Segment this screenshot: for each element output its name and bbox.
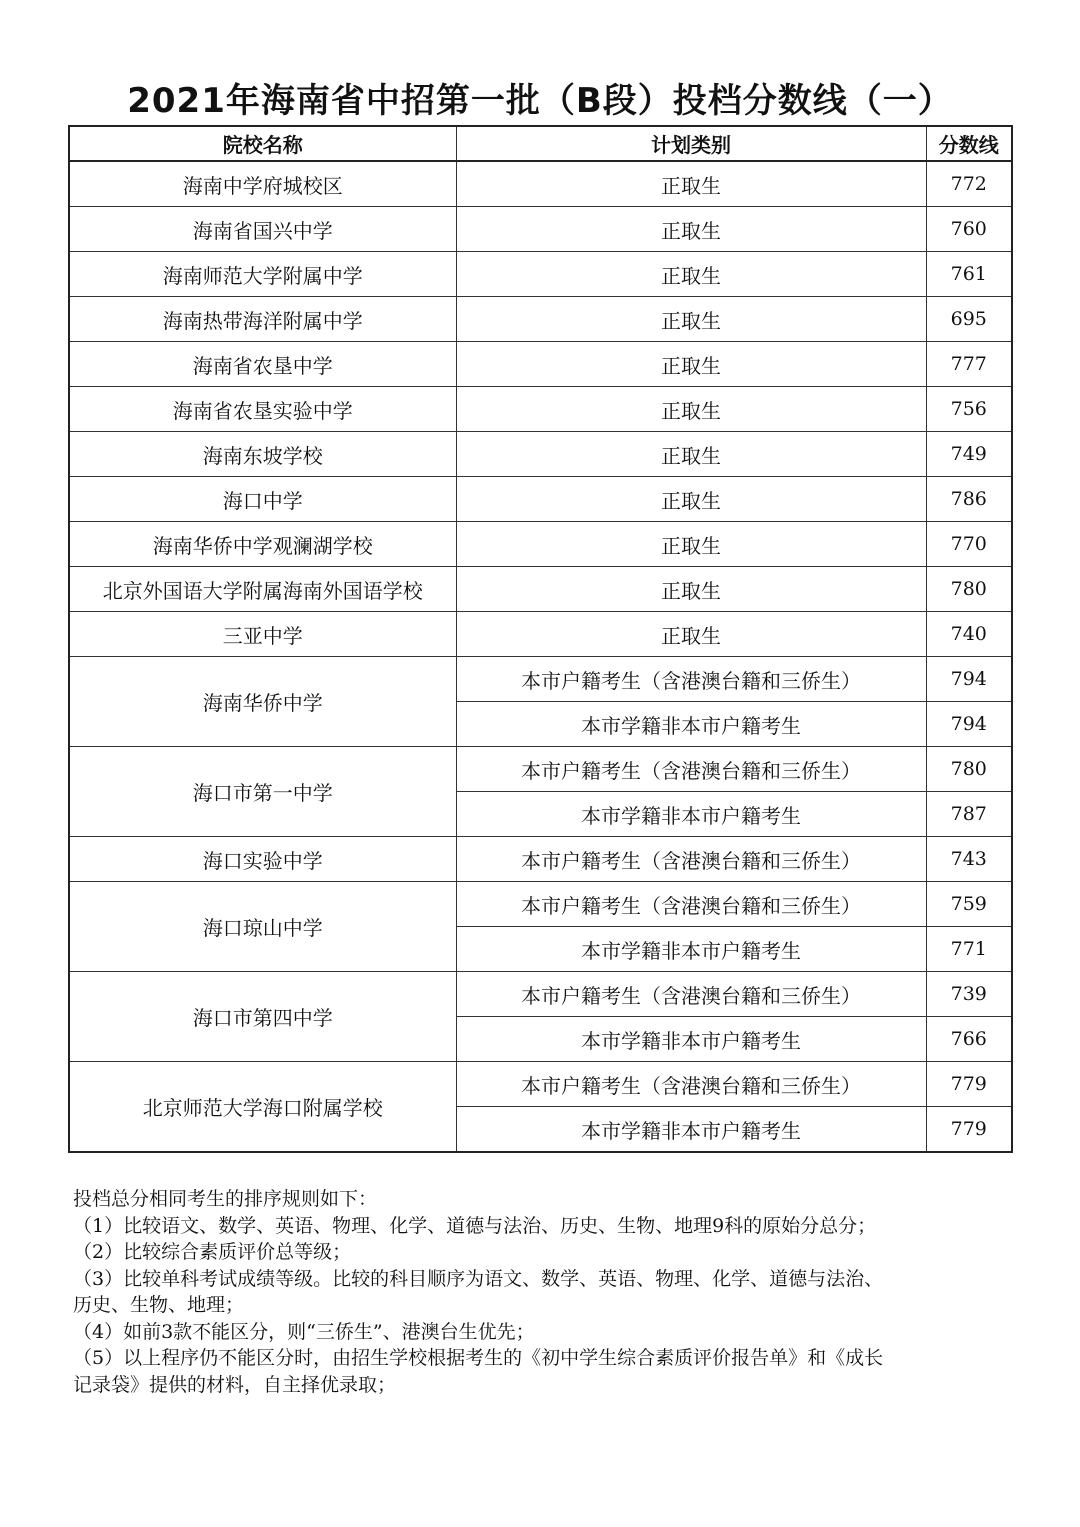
table-body	[69, 161, 1012, 1152]
plan-category-cell: 正取生	[456, 387, 926, 432]
score-line-cell: 761	[926, 252, 1012, 297]
school-name-cell: 海口实验中学	[69, 837, 456, 882]
table-row	[69, 207, 1012, 252]
school-name-cell: 海南中学府城校区	[69, 161, 456, 207]
table-row	[69, 747, 1012, 792]
table-row	[69, 522, 1012, 567]
plan-category-cell: 正取生	[456, 161, 926, 207]
score-line-cell: 759	[926, 882, 1012, 927]
school-name-cell: 海口琼山中学	[69, 882, 456, 972]
plan-category-cell: 正取生	[456, 297, 926, 342]
table-row	[69, 252, 1012, 297]
plan-category-cell: 本市学籍非本市户籍考生	[456, 1017, 926, 1062]
plan-category-cell: 本市户籍考生（含港澳台籍和三侨生）	[456, 747, 926, 792]
table-row	[69, 342, 1012, 387]
table-row	[69, 477, 1012, 522]
score-line-cell: 780	[926, 567, 1012, 612]
table-row	[69, 567, 1012, 612]
score-line-cell: 771	[926, 927, 1012, 972]
score-line-cell: 743	[926, 837, 1012, 882]
score-line-cell: 749	[926, 432, 1012, 477]
table-row	[69, 657, 1012, 702]
plan-category-cell: 正取生	[456, 477, 926, 522]
plan-category-cell: 本市户籍考生（含港澳台籍和三侨生）	[456, 657, 926, 702]
plan-category-cell: 本市户籍考生（含港澳台籍和三侨生）	[456, 972, 926, 1017]
score-line-cell: 766	[926, 1017, 1012, 1062]
school-name-cell: 北京师范大学海口附属学校	[69, 1062, 456, 1153]
school-name-cell: 海口中学	[69, 477, 456, 522]
table-row	[69, 837, 1012, 882]
header-school-name: 院校名称	[69, 126, 456, 161]
plan-category-cell: 正取生	[456, 342, 926, 387]
score-line-cell: 760	[926, 207, 1012, 252]
plan-category-cell: 正取生	[456, 522, 926, 567]
notes-line: （3）比较单科考试成绩等级。比较的科目顺序为语文、数学、英语、物理、化学、道德与法治、	[73, 1267, 884, 1290]
plan-category-cell: 本市学籍非本市户籍考生	[456, 1107, 926, 1153]
score-line-cell: 770	[926, 522, 1012, 567]
header-score-line: 分数线	[926, 126, 1012, 161]
score-line-cell: 756	[926, 387, 1012, 432]
header-plan-category: 计划类别	[456, 126, 926, 161]
score-line-cell: 794	[926, 702, 1012, 747]
page-title: 2021年海南省中招第一批（B段）投档分数线（一）	[127, 81, 953, 121]
notes-line: 历史、生物、地理；	[73, 1294, 245, 1316]
score-line-cell: 794	[926, 657, 1012, 702]
school-name-cell: 海南华侨中学	[69, 657, 456, 747]
table-row	[69, 432, 1012, 477]
notes-line: （2）比较综合素质评价总等级；	[73, 1241, 352, 1263]
school-name-cell: 三亚中学	[69, 612, 456, 657]
table-row	[69, 1062, 1012, 1107]
table-header-row	[69, 126, 1012, 161]
score-line-cell: 777	[926, 342, 1012, 387]
score-line-cell: 779	[926, 1062, 1012, 1107]
plan-category-cell: 本市学籍非本市户籍考生	[456, 927, 926, 972]
table-row	[69, 297, 1012, 342]
school-name-cell: 海南省国兴中学	[69, 207, 456, 252]
school-name-cell: 海南师范大学附属中学	[69, 252, 456, 297]
notes-line: （1）比较语文、数学、英语、物理、化学、道德与法治、历史、生物、地理9科的原始分总分；	[73, 1214, 877, 1237]
table-row	[69, 882, 1012, 927]
school-name-cell: 海口市第四中学	[69, 972, 456, 1062]
notes-line: 投档总分相同考生的排序规则如下：	[73, 1188, 378, 1210]
plan-category-cell: 本市户籍考生（含港澳台籍和三侨生）	[456, 1062, 926, 1107]
table-row	[69, 972, 1012, 1017]
school-name-cell: 海南华侨中学观澜湖学校	[69, 522, 456, 567]
table-row	[69, 387, 1012, 432]
plan-category-cell: 正取生	[456, 612, 926, 657]
score-line-cell: 739	[926, 972, 1012, 1017]
score-line-cell: 787	[926, 792, 1012, 837]
school-name-cell: 海南热带海洋附属中学	[69, 297, 456, 342]
plan-category-cell: 本市学籍非本市户籍考生	[456, 792, 926, 837]
score-line-cell: 740	[926, 612, 1012, 657]
ranking-rules-notes	[73, 1186, 1008, 1398]
admission-score-table	[68, 125, 1013, 1153]
plan-category-cell: 正取生	[456, 252, 926, 297]
plan-category-cell: 本市户籍考生（含港澳台籍和三侨生）	[456, 837, 926, 882]
school-name-cell: 北京外国语大学附属海南外国语学校	[69, 567, 456, 612]
school-name-cell: 海口市第一中学	[69, 747, 456, 837]
school-name-cell: 海南东坡学校	[69, 432, 456, 477]
plan-category-cell: 本市学籍非本市户籍考生	[456, 702, 926, 747]
score-line-cell: 779	[926, 1107, 1012, 1153]
plan-category-cell: 正取生	[456, 432, 926, 477]
plan-category-cell: 正取生	[456, 207, 926, 252]
table-row	[69, 612, 1012, 657]
notes-line: 记录袋》提供的材料，自主择优录取；	[73, 1373, 397, 1396]
score-line-cell: 772	[926, 161, 1012, 207]
score-line-cell: 695	[926, 297, 1012, 342]
score-line-cell: 780	[926, 747, 1012, 792]
plan-category-cell: 正取生	[456, 567, 926, 612]
plan-category-cell: 本市户籍考生（含港澳台籍和三侨生）	[456, 882, 926, 927]
notes-line: （4）如前3款不能区分，则“三侨生”、港澳台生优先；	[73, 1320, 535, 1343]
school-name-cell: 海南省农垦中学	[69, 342, 456, 387]
score-line-cell: 786	[926, 477, 1012, 522]
school-name-cell: 海南省农垦实验中学	[69, 387, 456, 432]
notes-line: （5）以上程序仍不能区分时，由招生学校根据考生的《初中学生综合素质评价报告单》和《成长	[73, 1347, 884, 1369]
table-row	[69, 161, 1012, 207]
